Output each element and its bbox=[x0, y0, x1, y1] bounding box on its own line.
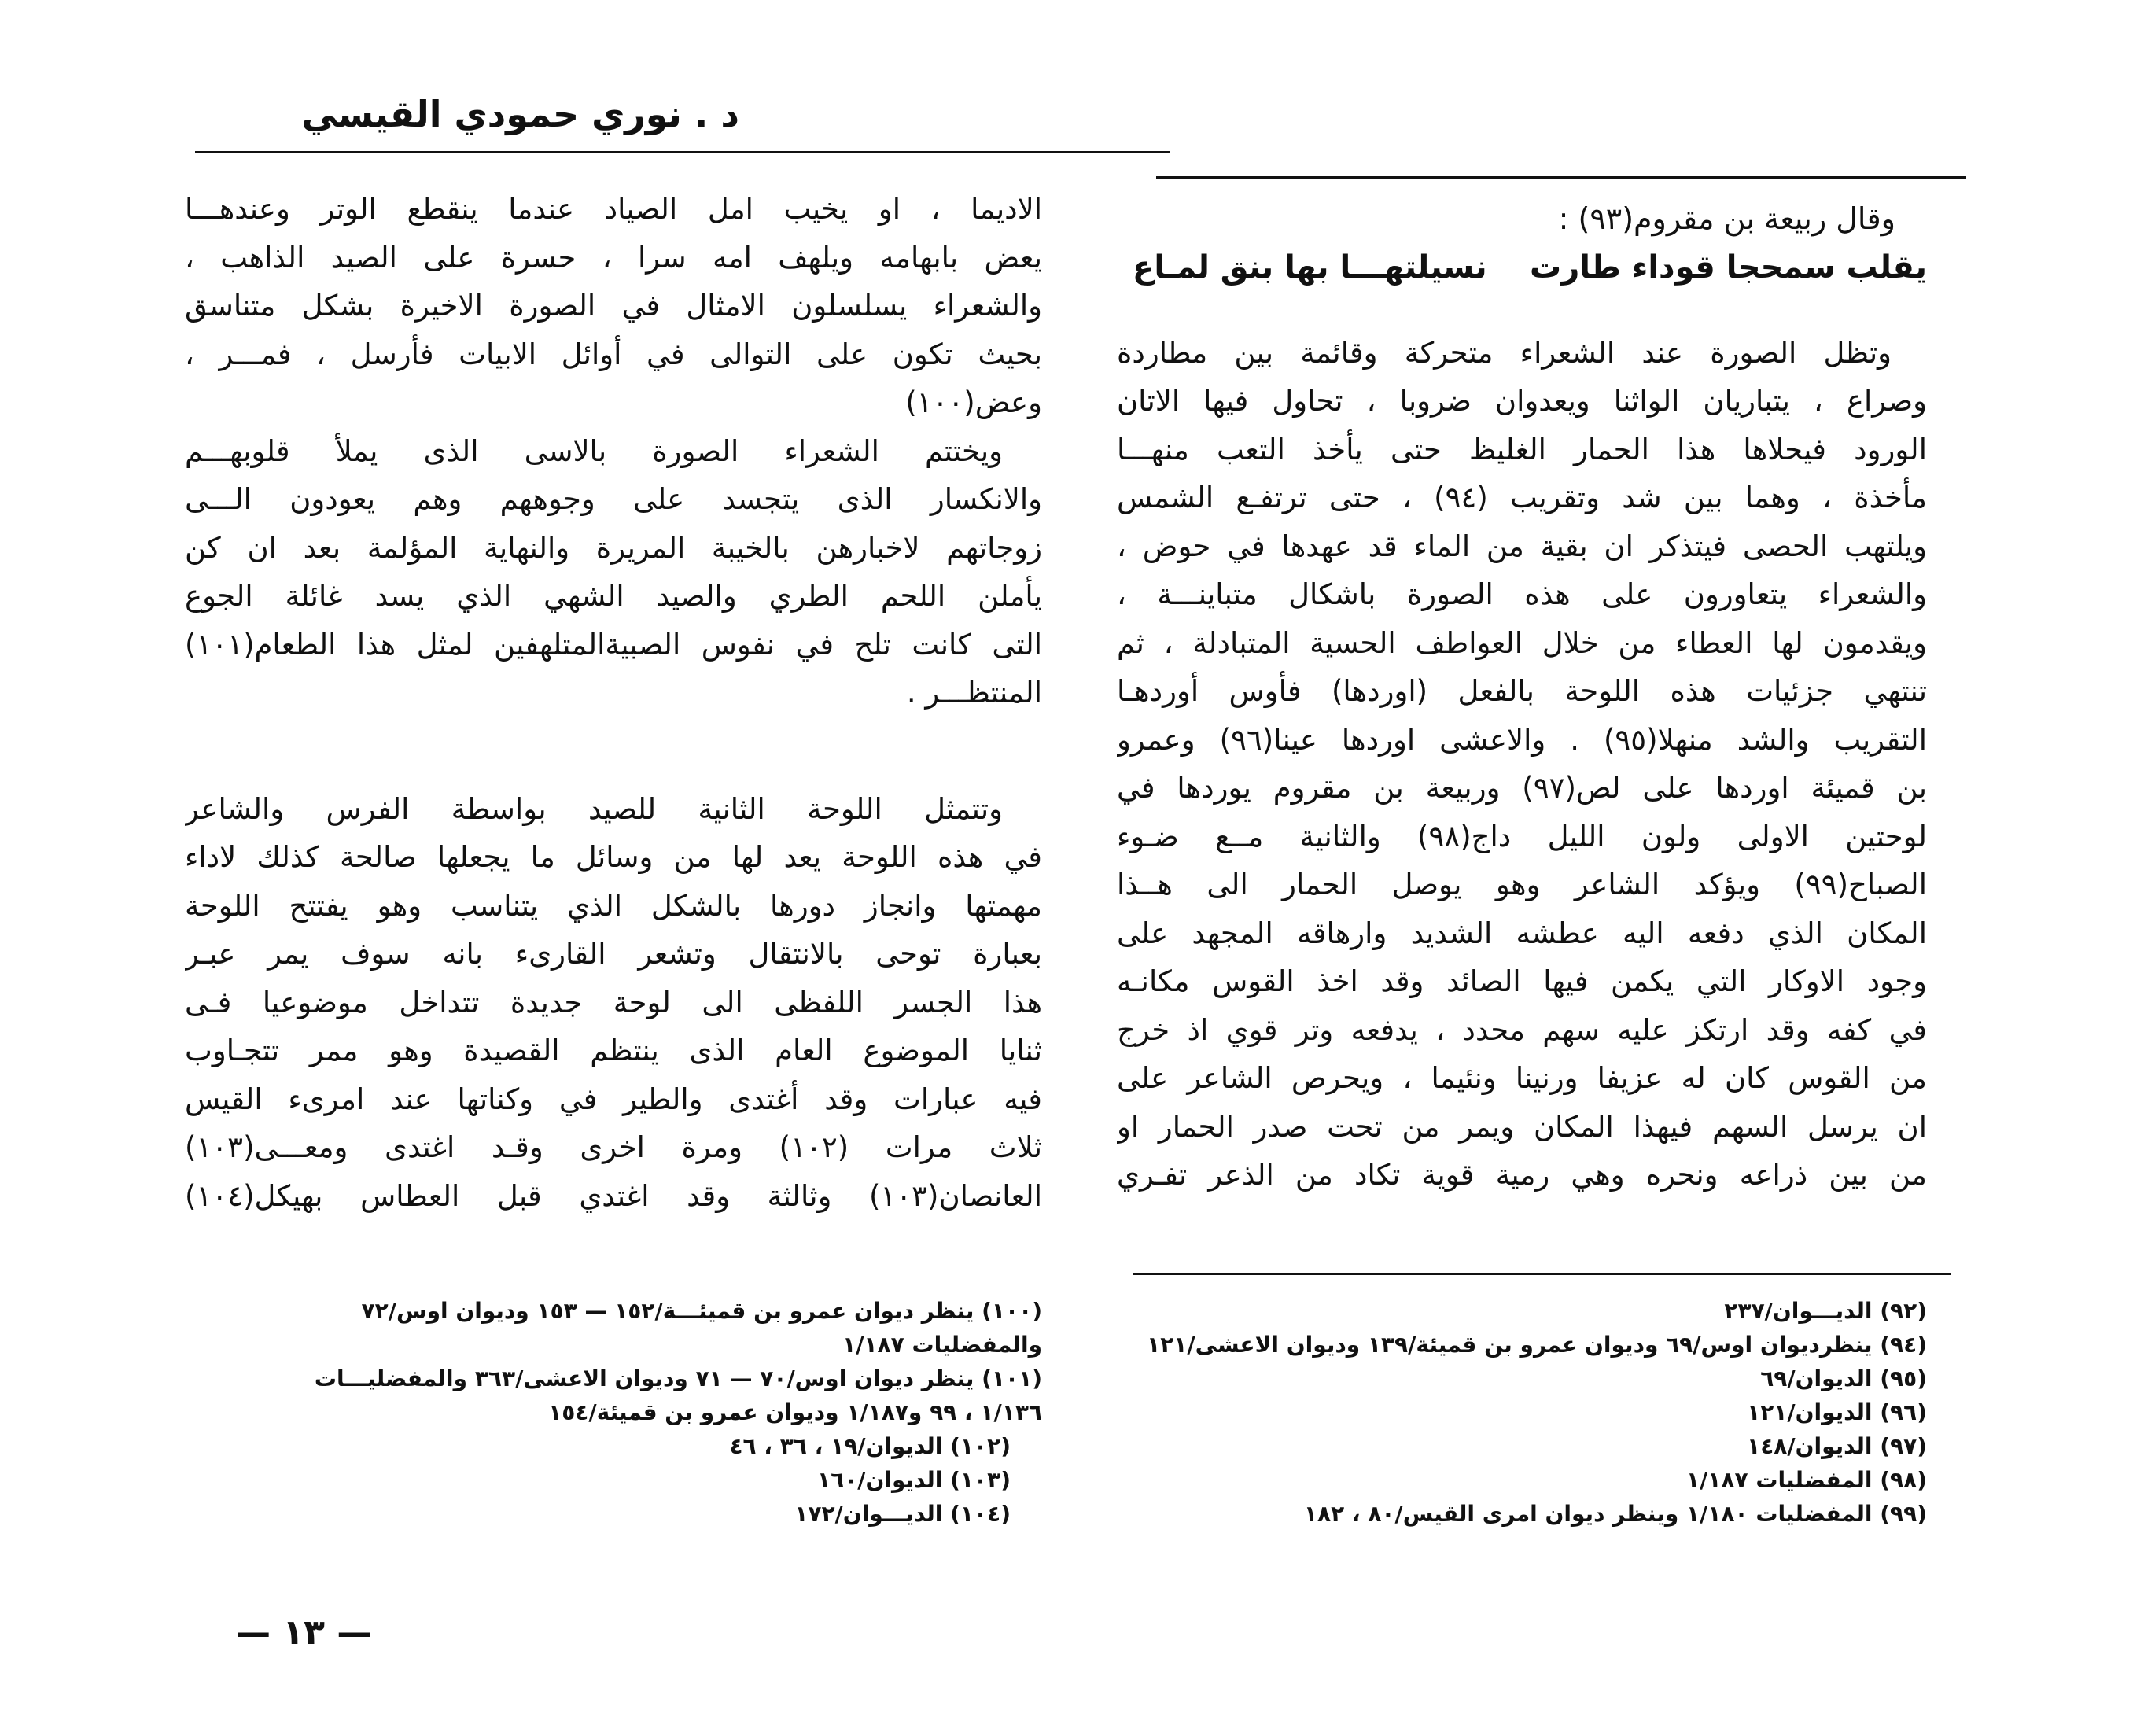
body-line: والانكسار الذى يتجسد على وجوههم وهم يعودون الـــى bbox=[185, 482, 1042, 516]
body-line: العانصان(١٠٣) وثالثة وقد اغتدي قبل العطاس بهيكل(١٠٤) bbox=[185, 1178, 1042, 1213]
body-line: ويقدمون لها العطاء من خلال العواطف الحسية المتبادلة ، ثم bbox=[1117, 625, 1927, 660]
body-line: المنتظـــر . bbox=[906, 676, 1042, 710]
verse-hemistich-first: يقلب سمحجا قوداء طارت bbox=[1530, 249, 1927, 286]
body-line: وجود الاوكار التي يكمن فيها الصائد وقد اخذ القوس مكانـه bbox=[1117, 964, 1927, 998]
body-line: ثلاث مرات (١٠٢) ومرة اخرى وقـد اغتدى ومعـــى(١٠٣) bbox=[185, 1130, 1042, 1164]
body-line: من بين ذراعه ونحره وهي رمية قوية تكاد من الذعر تفـري bbox=[1117, 1158, 1927, 1192]
left-paragraph-3 bbox=[185, 785, 1042, 1221]
body-line: يعض بابهامه ويلهف امه سرا ، حسرة على الصيد الذاهب ، bbox=[185, 240, 1042, 275]
body-line: الصباح(٩٩) ويؤكد الشاعر وهو يوصل الحمار الى هــذا bbox=[1117, 868, 1927, 901]
footnote: (٩٦) الديوان/١٢١ bbox=[1747, 1399, 1927, 1425]
body-line: المكان الذي دفعه اليه عطشه الشديد وارهاقه المجهد على bbox=[1117, 916, 1927, 950]
header-rule-right bbox=[1156, 176, 1966, 179]
body-line: الاديما ، او يخيب امل الصياد عندما ينقطع الوتر وعندهـــا bbox=[185, 192, 1042, 226]
footnote-rule bbox=[1133, 1273, 1951, 1275]
body-line: تنتهي جزئيات هذه اللوحة بالفعل (اوردها) فأوس أوردهـا bbox=[1117, 674, 1927, 708]
body-line: وصراع ، يتباريان الواثنا ويعدوان ضروبا ، تحاول فيها الاتان bbox=[1117, 384, 1927, 418]
footnote: (١٠١) ينظر ديوان اوس/٧٠ — ٧١ وديوان الاعشى/٣٦٣ والمفضليـــات bbox=[314, 1366, 1042, 1391]
footnote: (١٠٢) الديوان/١٩ ، ٣٦ ، ٤٦ bbox=[729, 1433, 1011, 1459]
footnote: (٩٧) الديوان/١٤٨ bbox=[1747, 1433, 1927, 1459]
footnotes-left bbox=[185, 1294, 1042, 1531]
body-line: من القوس كان له عزيفا ورنينا ونئيما ، ويحرص الشاعر على bbox=[1117, 1061, 1927, 1095]
body-line: بن قميئة اوردها على لص(٩٧) وربيعة بن مقروم يوردها في bbox=[1117, 771, 1927, 805]
body-line: لوحتين الاولى ولون الليل داج(٩٨) والثانية مــع ضـوء bbox=[1117, 819, 1927, 853]
body-line: ويلتهب الحصى فيتذكر ان بقية من الماء قد عهدها في حوض ، bbox=[1117, 529, 1927, 563]
body-line: التقريب والشد منهلا(٩٥) . والاعشى اوردها عينا(٩٦) وعمرو bbox=[1117, 722, 1927, 757]
body-line: يأملن اللحم الطري والصيد الشهي الذي يسد غائلة الجوع bbox=[185, 579, 1042, 613]
verse-hemistich-second: نسيلتهـــا بها بنق لمـاع bbox=[1133, 249, 1487, 286]
body-line: ويختتم الشعراء الصورة بالاسى الذى يملأ قلوبهـــم bbox=[185, 433, 1003, 468]
body-line: هذا الجسر اللفظى الى لوحة جديدة تتداخل موضوعيا فـى bbox=[185, 985, 1042, 1019]
page-number: — ١٣ — bbox=[236, 1613, 372, 1653]
verse-line bbox=[1117, 244, 1927, 293]
right-body-paragraph bbox=[1117, 329, 1927, 1200]
body-line: في هذه اللوحة يعد لها من وسائل ما يجعلها صالحة كذلك لاداء bbox=[185, 840, 1042, 874]
body-line: في كفه وقد ارتكز عليه سهم محدد ، يدفعه وتر قوي اذ خرج bbox=[1117, 1012, 1927, 1047]
footnote: (٩٤) ينظرديوان اوس/٦٩ وديوان عمرو بن قميئة/١٣٩ وديوان الاعشى/١٢١ bbox=[1147, 1332, 1927, 1358]
header-rule-left bbox=[195, 151, 1170, 153]
body-line: وعض(١٠٠) bbox=[905, 385, 1042, 419]
body-line: وتظل الصورة عند الشعراء متحركة وقائمة بين مطاردة bbox=[1117, 335, 1892, 370]
left-column bbox=[185, 185, 1042, 1220]
footnote: (٩٨) المفضليات ١/١٨٧ bbox=[1685, 1467, 1927, 1493]
footnote: والمفضليات ١/١٨٧ bbox=[842, 1332, 1042, 1358]
body-line: بحيث تكون على التوالى في أوائل الابيات فأرسل ، فمـــر ، bbox=[185, 337, 1042, 371]
body-line: فيه عبارات وقد أغتدى والطير في وكناتها عند امرىء القيس bbox=[185, 1082, 1042, 1116]
page-header-author: د . نوري حمودي القيسي bbox=[301, 93, 739, 135]
footnote: (٩٥) الديوان/٦٩ bbox=[1760, 1366, 1927, 1391]
footnote: (١٠٤) الديـــوان/١٧٢ bbox=[794, 1501, 1011, 1527]
body-line: مأخذة ، وهما بين شد وتقريب (٩٤) ، حتى ترتفـع الشمس bbox=[1117, 481, 1927, 514]
body-line: التى كانت تلح في نفوس الصبيةالمتلهفين لمثل هذا الطعام(١٠١) bbox=[185, 627, 1042, 662]
body-line: ثنايا الموضوع العام الذى ينتظم القصيدة وهو ممر تتجـاوب bbox=[185, 1034, 1042, 1067]
body-line: الورود فيحلاها هذا الحمار الغليظ حتى يأخذ التعب منهـــا bbox=[1117, 432, 1927, 466]
footnote: (١٠٣) الديوان/١٦٠ bbox=[817, 1467, 1011, 1493]
body-line: وتتمثل اللوحة الثانية للصيد بواسطة الفرس والشاعر bbox=[185, 791, 1003, 826]
left-paragraph-1 bbox=[185, 185, 1042, 427]
footnote: (٩٢) الديـــوان/٢٣٧ bbox=[1724, 1298, 1927, 1324]
left-paragraph-2 bbox=[185, 427, 1042, 717]
body-line: بعبارة توحى بالانتقال وتشعر القارىء بانه سوف يمر عبـر bbox=[185, 937, 1042, 971]
body-line: ان يرسل السهم فيهذا المكان ويمر من تحت صدر الحمار او bbox=[1117, 1109, 1927, 1144]
footnote: (٩٩) المفضليات ١/١٨٠ وينظر ديوان امرى القيس/٨٠ ، ١٨٢ bbox=[1303, 1501, 1927, 1527]
right-column bbox=[1117, 197, 1927, 1200]
body-line: والشعراء يتعاورون على هذه الصورة باشكال متباينـــة ، bbox=[1117, 577, 1927, 611]
body-line: والشعراء يسلسلون الامثال في الصورة الاخيرة بشكل متناسق bbox=[185, 289, 1042, 323]
body-line: زوجاتهم لاخبارهن بالخيبة المريرة والنهاية المؤلمة بعد ان كن bbox=[185, 530, 1042, 565]
footnote: (١٠٠) ينظر ديوان عمرو بن قميئـــة/١٥٢ — ١٥٣ وديوان اوس/٧٢ bbox=[361, 1298, 1042, 1324]
verse-intro: وقال ربيعة بن مقروم(٩٣) : bbox=[1558, 201, 1895, 236]
footnotes-right bbox=[1117, 1294, 1927, 1531]
body-line: مهمتها وانجاز دورها بالشكل الذي يتناسب وهو يفتتح اللوحة bbox=[185, 888, 1042, 923]
footnote: ١/١٣٦ ، ٩٩ و١/١٨٧ وديوان عمرو بن قميئة/١٥٤ bbox=[548, 1399, 1042, 1425]
